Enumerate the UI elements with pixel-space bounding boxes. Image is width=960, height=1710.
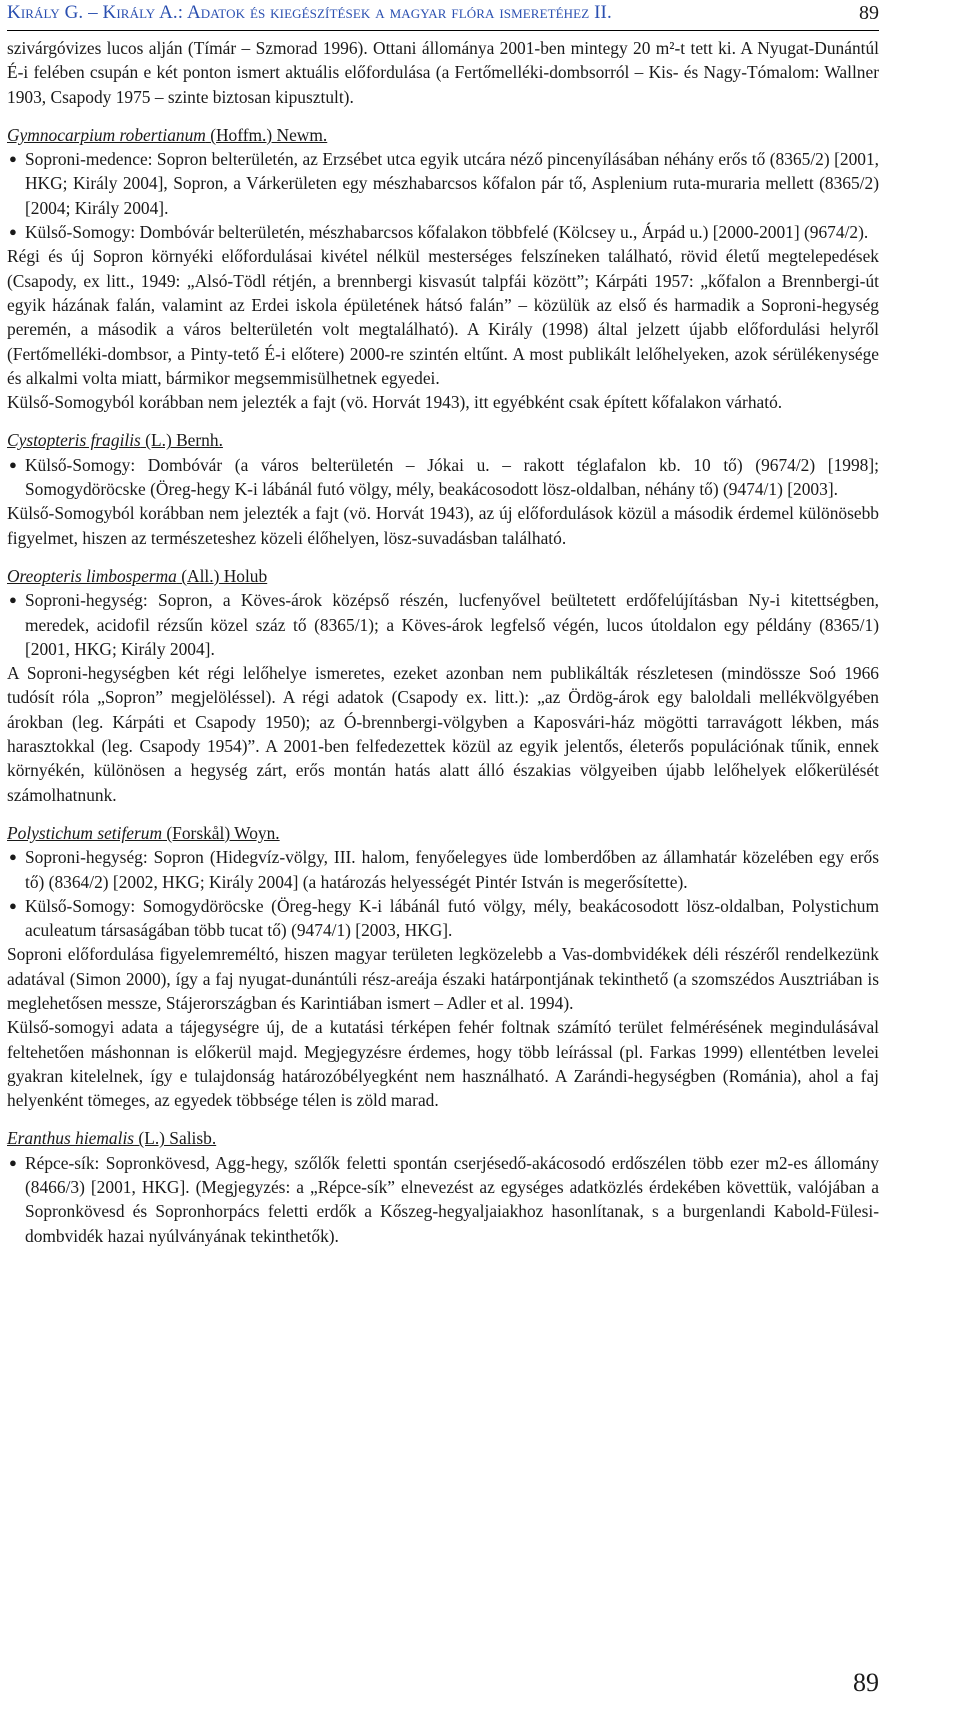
locality-item — [7, 1151, 879, 1248]
locality-item — [7, 220, 879, 244]
locality-text: Külső-Somogy: Dombóvár belterületén, mészhabarcsos kőfalakon többfelé (Kölcsey u., Árpád u.) [2000-2001] (9674/2). — [25, 222, 869, 243]
bullet-icon: ● — [9, 456, 17, 472]
locality-item — [7, 453, 879, 502]
locality-text: Soproni-hegység: Sopron (Hidegvíz-völgy, III. halom, fenyőelegyes üde lomberdőben az államhatár közelében egy erős tő) (8364/2) [2002, HKG; Király 2004] (a határozás helyességét Pintér István is megerősítette). — [25, 847, 879, 892]
species-name: Gymnocarpium robertianum — [7, 124, 206, 145]
species-author: (Forskål) Woyn. — [162, 822, 280, 843]
species-section — [7, 1126, 879, 1247]
bullet-icon: ● — [9, 897, 17, 913]
bullet-icon: ● — [9, 1154, 17, 1170]
species-heading — [7, 564, 879, 588]
footer-page-number: 89 — [853, 1668, 879, 1697]
species-author: (L.) Bernh. — [140, 430, 223, 451]
intro-paragraph: szivárgóvizes lucos alján (Tímár – Szmorad 1996). Ottani állománya 2001-ben mintegy 20 m²-t tett ki. A Nyugat-Dunántúl É-i felében csupán e két ponton ismert aktuális előfordulása (a Fertőmelléki-dombsorról – Kis- és Nagy-Tómalom: Wallner 1903, Csapody 1975 – szinte biztosan kipusztult). — [7, 38, 879, 107]
species-author: (L.) Salisb. — [134, 1128, 217, 1149]
locality-item — [7, 845, 879, 894]
running-title: Király G. – Király A.: Adatok és kiegészítések a magyar flóra ismeretéhez II. — [7, 2, 612, 23]
header-page-number: 89 — [859, 2, 879, 24]
species-name: Oreopteris limbosperma — [7, 565, 177, 586]
species-name: Eranthus hiemalis — [7, 1128, 135, 1149]
species-heading — [7, 123, 879, 147]
discussion-paragraph: Külső-Somogyból korábban nem jelezték a fajt (vö. Horvát 1943), itt egyébként csak épített kőfalakon várható. — [7, 392, 783, 413]
locality-text: Külső-Somogy: Somogydöröcske (Öreg-hegy K-i lábánál futó völgy, mély, beakácosodott lösz-oldalban, Polystichum aculeatum társaságában több tucat tő) (9474/1) [2003, HKG]. — [25, 895, 879, 941]
species-author: (All.) Holub — [176, 565, 268, 586]
page-body — [7, 36, 879, 1248]
running-header — [7, 0, 879, 31]
species-heading — [7, 428, 879, 452]
discussion-paragraph: Régi és új Sopron környéki előfordulásai kivétel nélkül mesterséges felszíneken található, rövid életű megtelepedések (Csapody, ex litt., 1949: „Alsó-Tödl rétjén, a brennbergi kisvasút talpfái között”; Kárpáti 1957: „kőfalon a Brennbergi-út egyik házának falán, valamint az Erdei iskola épületének hátsó falán” – közülük az első és harmadik a Soproni-hegység peremén, a második a város belterületén volt megtalálható). A Király (1998) által jelzett újabb előfordulási helyről (Fertőmelléki-dombsor, a Pinty-tető É-i előtere) 2000-re szintén eltűnt. A most publikált lelőhelyeken, azok sérülékenysége és alkalmi volta miatt, bármikor megsemmisülhetnek egyedei. — [7, 246, 879, 388]
bullet-icon: ● — [9, 151, 17, 167]
locality-list — [7, 453, 879, 502]
bullet-icon: ● — [9, 849, 17, 865]
species-section — [7, 428, 879, 549]
bullet-icon: ● — [9, 224, 17, 240]
species-heading — [7, 1126, 879, 1150]
species-section — [7, 821, 879, 1113]
locality-text: Külső-Somogy: Dombóvár (a város belterületén – Jókai u. – rakott téglafalon kb. 10 tő) (9674/2) [1998]; Somogydöröcske (Öreg-hegy K-i lábánál futó völgy, mély, beakácosodott lösz-oldalban, néhány tő) (9474/1) [2003]. — [25, 454, 879, 500]
locality-text: Soproni-medence: Sopron belterületén, az Erzsébet utca egyik utcára néző pincenyílásában néhány erős tő (8365/2) [2001, HKG; Király 2004], Sopron, a Várkerületen egy mészhabarcsos kőfalon pár tő, Asplenium ruta-muraria mellett (8365/2) [2004; Király 2004]. — [25, 149, 879, 218]
species-name: Cystopteris fragilis — [7, 430, 141, 451]
locality-item — [7, 147, 879, 220]
bullet-icon: ● — [9, 592, 17, 608]
discussion-paragraph: Külső-Somogyból korábban nem jelezték a fajt (vö. Horvát 1943), az új előfordulások közül a második érdemel különösebb figyelmet, hiszen az természeteshez közeli élőhelyen, lösz-suvadásban található. — [7, 503, 879, 548]
locality-list — [7, 147, 879, 244]
discussion-paragraph: A Soproni-hegységben két régi lelőhelye ismeretes, ezeket azonban nem publikálták részletesen (mindössze Soó 1966 tudósít róla „Sopron” megjelöléssel). A régi adatok (Csapody ex. litt.): „az Ördög-árok egy baloldali mellékvölgyében árokban (leg. Kárpáti et Csapody 1950); az Ó-brennbergi-völgyben a Kaposvári-ház mögötti tarravágott lékben, más harasztokkal (leg. Csapody 1954)”. A 2001-ben felfedezettek közül az egyik jelentős, életerős populációnak tűnik, ennek környékén, különösen a hegység zárt, erős montán hatás alatt álló északias völgyeiben újabb lelőhelyek előkerülését számolhatnunk. — [7, 663, 879, 805]
species-author: (Hoffm.) Newm. — [205, 124, 328, 145]
discussion-paragraph: Soproni előfordulása figyelemreméltó, hiszen magyar területen legközelebb a Vas-dombvidékek déli részéről rendelkezünk adatával (Simon 2000), így a faj nyugat-dunántúli rész-areája északi határpontjának tekinthető (a szomszédos Ausztriában is meglehetősen messze, Stájerországban és Karintiában ismert – Adler et al. 1994). — [7, 944, 879, 1013]
species-name: Polystichum setiferum — [7, 822, 163, 843]
discussion-paragraph: Külső-somogyi adata a tájegységre új, de a kutatási térképen fehér foltnak számító terület felmérésének megindulásával feltehetően máshonnan is előkerül majd. Megjegyzésre érdemes, hogy több leírással (pl. Farkas 1999) ellentétben levelei gyakran kitelelnek, így e tulajdonság határozóbélyegként nem használható. A Zarándi-hegységben (Románia), ahol a faj helyenként tömeges, az egyedek többsége télen is zöld marad. — [7, 1017, 879, 1111]
locality-text: Répce-sík: Sopronkövesd, Agg-hegy, szőlők feletti spontán cserjésedő-akácosodó erdőszélen több ezer m2-es állomány (8466/3) [2001, HKG]. (Megjegyzés: a „Répce-sík” elnevezést az egységes adatközlés érdekében követtük, valójában a Sopronkövesd és Sopronhorpács feletti erdők a Kőszeg-hegyaljaiakhoz hasonlítanak, s a burgenlandi Kabold-Fülesi-dombvidék hazai nyúlványának tekinthetők). — [25, 1152, 879, 1246]
locality-item — [7, 588, 879, 661]
locality-list — [7, 845, 879, 942]
locality-list — [7, 1151, 879, 1248]
species-heading — [7, 821, 879, 845]
species-section — [7, 564, 879, 807]
locality-list — [7, 588, 879, 661]
species-section — [7, 123, 879, 415]
locality-item — [7, 894, 879, 943]
locality-text: Soproni-hegység: Sopron, a Köves-árok középső részén, lucfenyővel beültetett erdőfelújításban Ny-i kitettségben, meredek, acidofil rézsűn közel száz tő (8365/1); a Köves-árok legfelső végén, lucos útoldalon egy példány (8365/1) [2001, HKG; Király 2004]. — [25, 590, 879, 659]
